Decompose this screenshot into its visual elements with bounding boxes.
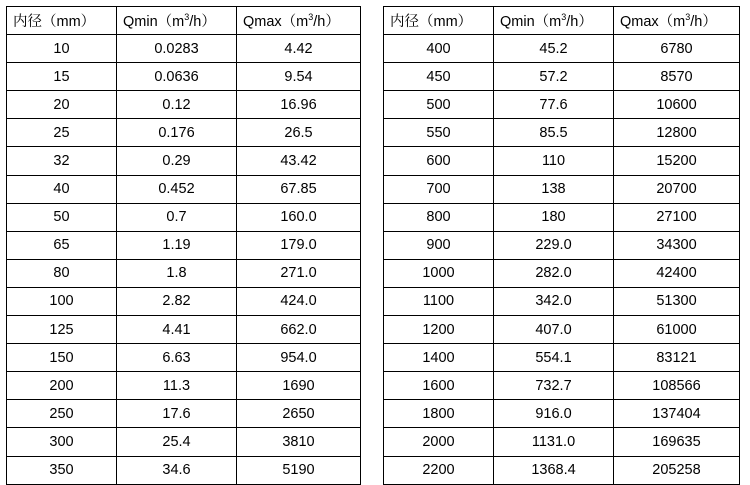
cell-qmin: 45.2 [494,35,614,63]
cell-qmax: 9.54 [237,63,361,91]
cell-qmax: 8570 [614,63,740,91]
cell-qmin: 0.176 [117,119,237,147]
header-text-qmax-pre: Qmax（m [620,14,686,31]
header-cell-qmin [494,7,614,35]
cell-diameter: 100 [7,287,117,315]
cell-qmin: 85.5 [494,119,614,147]
cell-qmax: 108566 [614,372,740,400]
cell-diameter: 700 [384,175,494,203]
header-cell-qmin [117,7,237,35]
table-row [384,231,740,259]
cell-qmin: 2.82 [117,287,237,315]
cell-qmin: 138 [494,175,614,203]
cell-qmax: 424.0 [237,287,361,315]
cell-qmax: 51300 [614,287,740,315]
cell-diameter: 50 [7,203,117,231]
cell-qmax: 26.5 [237,119,361,147]
cell-qmax: 169635 [614,428,740,456]
cell-qmin: 282.0 [494,259,614,287]
cell-qmin: 0.452 [117,175,237,203]
header-cell-diameter [7,7,117,35]
cell-qmax: 83121 [614,344,740,372]
header-text-qmax-pre: Qmax（m [243,14,309,31]
header-text-qmin-sup: 3 [184,12,190,23]
cell-diameter: 550 [384,119,494,147]
cell-diameter: 32 [7,147,117,175]
cell-qmin: 6.63 [117,344,237,372]
table-header-row [7,7,361,35]
cell-qmin: 4.41 [117,316,237,344]
cell-qmin: 0.12 [117,91,237,119]
cell-qmin: 25.4 [117,428,237,456]
table-row [7,203,361,231]
table-row [384,175,740,203]
table-row [7,35,361,63]
cell-diameter: 500 [384,91,494,119]
header-cell-qmax [614,7,740,35]
cell-qmin: 77.6 [494,91,614,119]
table-row [7,344,361,372]
header-text-qmin-post: /h） [566,14,593,31]
header-text-qmin-post: /h） [189,14,216,31]
table-row [7,231,361,259]
cell-qmin: 0.29 [117,147,237,175]
header-text-qmin-pre: Qmin（m [123,14,185,31]
cell-qmin: 0.0283 [117,35,237,63]
cell-diameter: 2000 [384,428,494,456]
cell-diameter: 80 [7,259,117,287]
cell-diameter: 1400 [384,344,494,372]
table-row [384,287,740,315]
cell-qmax: 43.42 [237,147,361,175]
cell-diameter: 2200 [384,456,494,484]
cell-qmin: 342.0 [494,287,614,315]
table-row [7,428,361,456]
cell-diameter: 20 [7,91,117,119]
table-row [384,456,740,484]
cell-qmin: 732.7 [494,372,614,400]
table-row [7,91,361,119]
cell-qmin: 1368.4 [494,456,614,484]
cell-qmax: 5190 [237,456,361,484]
table-header-row [384,7,740,35]
table-row [384,91,740,119]
header-text-diameter: 内径（mm） [13,14,96,31]
cell-qmin: 180 [494,203,614,231]
cell-diameter: 1200 [384,316,494,344]
header-text-qmax-sup: 3 [308,12,314,23]
cell-qmin: 34.6 [117,456,237,484]
cell-qmax: 271.0 [237,259,361,287]
cell-qmin: 916.0 [494,400,614,428]
table-row [7,316,361,344]
cell-qmin: 11.3 [117,372,237,400]
right-table [383,6,740,485]
cell-qmax: 15200 [614,147,740,175]
cell-qmax: 12800 [614,119,740,147]
cell-qmin: 57.2 [494,63,614,91]
cell-diameter: 1600 [384,372,494,400]
table-row [384,259,740,287]
cell-qmax: 954.0 [237,344,361,372]
table-row [7,400,361,428]
cell-diameter: 25 [7,119,117,147]
table-row [7,259,361,287]
header-text-diameter: 内径（mm） [390,14,473,31]
cell-qmin: 110 [494,147,614,175]
cell-qmax: 2650 [237,400,361,428]
cell-qmax: 34300 [614,231,740,259]
cell-qmax: 6780 [614,35,740,63]
table-row [384,316,740,344]
cell-qmax: 205258 [614,456,740,484]
cell-qmax: 3810 [237,428,361,456]
table-row [384,203,740,231]
cell-diameter: 300 [7,428,117,456]
table-row [7,63,361,91]
cell-qmax: 16.96 [237,91,361,119]
right-table-body [384,35,740,485]
cell-qmax: 662.0 [237,316,361,344]
left-table-body [7,35,361,485]
table-row [7,175,361,203]
table-row [384,344,740,372]
cell-qmin: 17.6 [117,400,237,428]
cell-diameter: 200 [7,372,117,400]
cell-qmax: 27100 [614,203,740,231]
header-text-qmin-pre: Qmin（m [500,14,562,31]
cell-diameter: 1100 [384,287,494,315]
table-row [7,287,361,315]
table-row [384,428,740,456]
header-text-qmin-sup: 3 [561,12,567,23]
table-row [384,147,740,175]
header-text-qmax-post: /h） [690,14,717,31]
cell-qmax: 160.0 [237,203,361,231]
cell-qmin: 1.8 [117,259,237,287]
cell-diameter: 1800 [384,400,494,428]
table-row [384,63,740,91]
cell-diameter: 40 [7,175,117,203]
cell-diameter: 800 [384,203,494,231]
cell-qmin: 554.1 [494,344,614,372]
cell-qmax: 1690 [237,372,361,400]
cell-qmax: 137404 [614,400,740,428]
table-row [7,147,361,175]
table-row [384,372,740,400]
header-cell-diameter [384,7,494,35]
cell-diameter: 450 [384,63,494,91]
cell-qmin: 1.19 [117,231,237,259]
cell-diameter: 600 [384,147,494,175]
cell-diameter: 125 [7,316,117,344]
cell-diameter: 65 [7,231,117,259]
cell-qmax: 179.0 [237,231,361,259]
cell-qmin: 0.7 [117,203,237,231]
cell-diameter: 1000 [384,259,494,287]
cell-diameter: 900 [384,231,494,259]
cell-diameter: 15 [7,63,117,91]
cell-qmax: 4.42 [237,35,361,63]
cell-qmax: 67.85 [237,175,361,203]
cell-diameter: 10 [7,35,117,63]
cell-qmin: 407.0 [494,316,614,344]
cell-diameter: 150 [7,344,117,372]
header-text-qmax-post: /h） [313,14,340,31]
cell-qmax: 61000 [614,316,740,344]
cell-qmax: 10600 [614,91,740,119]
cell-qmin: 0.0636 [117,63,237,91]
cell-qmin: 1131.0 [494,428,614,456]
cell-qmax: 20700 [614,175,740,203]
cell-diameter: 350 [7,456,117,484]
cell-qmin: 229.0 [494,231,614,259]
table-row [384,35,740,63]
table-row [7,119,361,147]
cell-diameter: 400 [384,35,494,63]
table-row [7,372,361,400]
left-table [6,6,361,485]
cell-qmax: 42400 [614,259,740,287]
table-row [7,456,361,484]
cell-diameter: 250 [7,400,117,428]
header-cell-qmax [237,7,361,35]
table-row [384,119,740,147]
table-row [384,400,740,428]
header-text-qmax-sup: 3 [685,12,691,23]
